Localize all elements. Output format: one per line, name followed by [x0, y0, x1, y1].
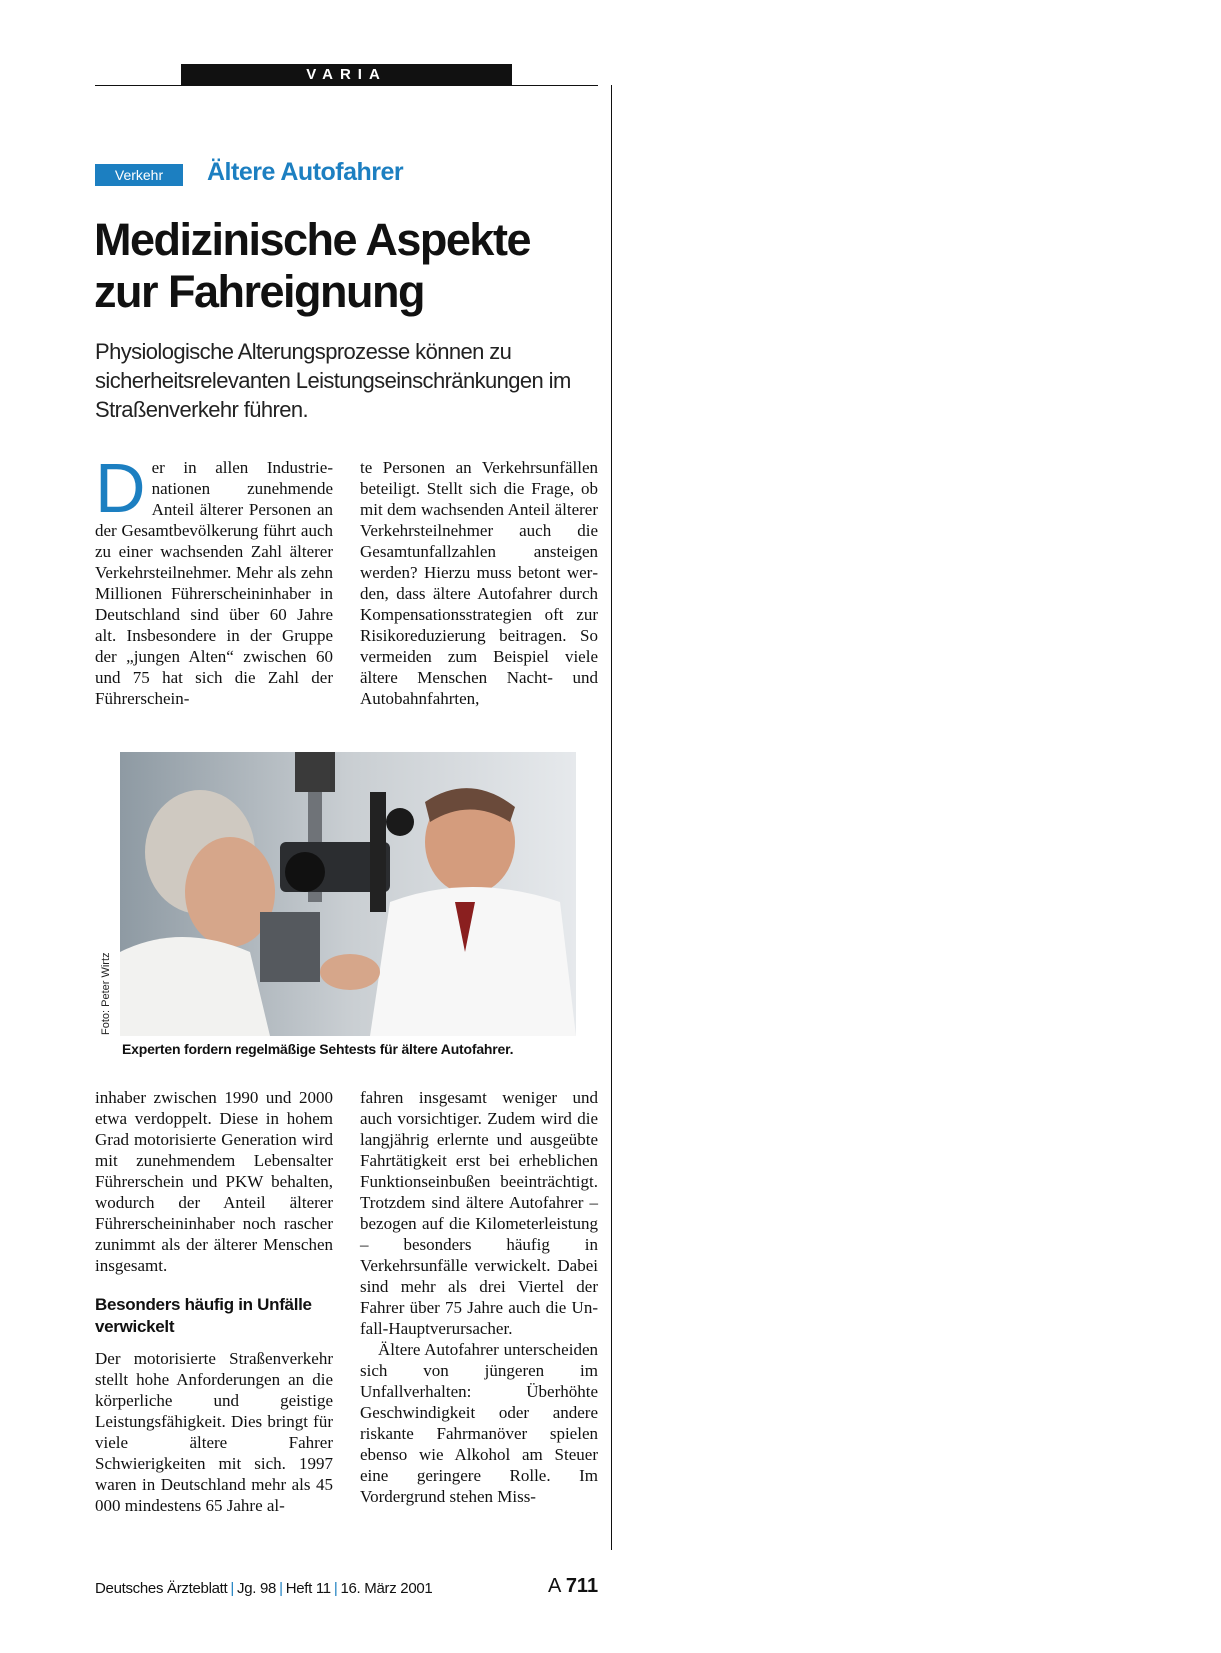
separator: | [333, 1580, 338, 1597]
separator: | [279, 1580, 283, 1597]
page-value: 711 [565, 1575, 599, 1597]
headline [94, 214, 614, 318]
journal-name: Deutsches Ärzteblatt [95, 1580, 228, 1597]
footer-citation [95, 1580, 432, 1597]
kicker: Ältere Autofahrer [207, 158, 404, 186]
body-column-2-top [360, 457, 598, 709]
body-text: Der motorisierte Straßenverkehr stellt hohe Anforderungen an die körperliche und geistige Leistungsfähigkeit. Dies bringt für viele ältere Fahrer Schwierigkeiten mit sich. 1997 waren in Deutschland mehr als 45 000 mindestens 65 Jahre al- [95, 1349, 333, 1515]
photo-credit: Foto: Peter Wirtz [100, 952, 112, 1035]
subheading: Besonders häufig in Unfälle verwickelt [95, 1295, 312, 1336]
separator: | [230, 1580, 235, 1597]
section-header: VARIA [181, 64, 512, 86]
body-column-2-bottom [360, 1087, 598, 1507]
drop-cap: D [95, 449, 146, 527]
photo-eye-exam [120, 752, 576, 1036]
volume: Jg. 98 [237, 1580, 277, 1597]
lead-paragraph: Physiologische Alterungsprozesse können zu sicherheitsrelevanten Leistungseinschränkungen im Straßenverkehr führen. [95, 339, 571, 422]
headline-line-1: Medizinische Aspekte [94, 214, 530, 265]
photo-caption: Experten fordern regelmäßige Sehtests für ältere Autofahrer. [122, 1041, 514, 1057]
body-text: Ältere Autofahrer unterscheiden sich von jüngeren im Unfallverhalten: Überhöhte Geschwindigkeit oder andere riskante Fahrmanöver spielen ebenso wie Alkohol am Steuer eine geringere Rolle. Im Vordergrund stehen Miss- [360, 1340, 598, 1506]
issue: Heft 11 [285, 1580, 331, 1597]
body-text: fahren insgesamt weniger und auch vorsichtiger. Zudem wird die langjährig erlernte und ausgeübte Fahrtätigkeit erst bei erheblichen Funktionseinbußen beeinträchtigt. Trotzdem sind ältere Autofahrer – bezogen auf die Kilometerleistung – besonders häufig in Verkehrsunfälle verwickelt. Dabei sind mehr als drei Viertel der Fahrer über 75 Jahre auch die Unfall-Hauptverursacher. [360, 1088, 598, 1338]
page-number [548, 1575, 598, 1598]
page-prefix: A [548, 1575, 561, 1597]
body-column-1-bottom [95, 1087, 333, 1516]
headline-line-2: zur Fahreignung [94, 266, 424, 317]
top-rule [95, 85, 598, 86]
category-badge: Verkehr [95, 164, 183, 186]
body-text: er in allen Industrienationen zunehmende Anteil älterer Personen an der Gesamtbevölkerung führt auch zu einer wachsenden Zahl älterer Verkehrsteilnehmer. Mehr als zehn Millionen Führerscheininhaber in Deutschland sind über 60 Jahre alt. Insbesondere in der Gruppe der „jungen Alten“ zwischen 60 und 75 hat sich die Zahl der Führerschein- [95, 458, 333, 708]
body-text: inhaber zwischen 1990 und 2000 etwa verdoppelt. Diese in hohem Grad motorisierte Generation wird mit zunehmendem Lebensalter Führerschein und PKW behalten, wodurch der Anteil älterer Führerscheininhaber noch rascher zunimmt als der älterer Menschen insgesamt. [95, 1088, 333, 1275]
issue-date: 16. März 2001 [340, 1580, 433, 1597]
photo-illustration [120, 752, 576, 1036]
body-column-1-top [95, 449, 333, 709]
body-text: te Personen an Verkehrsunfällen beteiligt. Stellt sich die Frage, ob mit dem wachsenden Anteil älterer Verkehrsteilnehmer auch die Gesamtunfallzahlen ansteigen werden? Hierzu muss betont werden, dass ältere Autofahrer durch Kompensationsstrategien oft zur Risikoreduzierung beitragen. So vermeiden zum Beispiel viele ältere Menschen Nacht- und Autobahnfahrten, [360, 458, 598, 708]
